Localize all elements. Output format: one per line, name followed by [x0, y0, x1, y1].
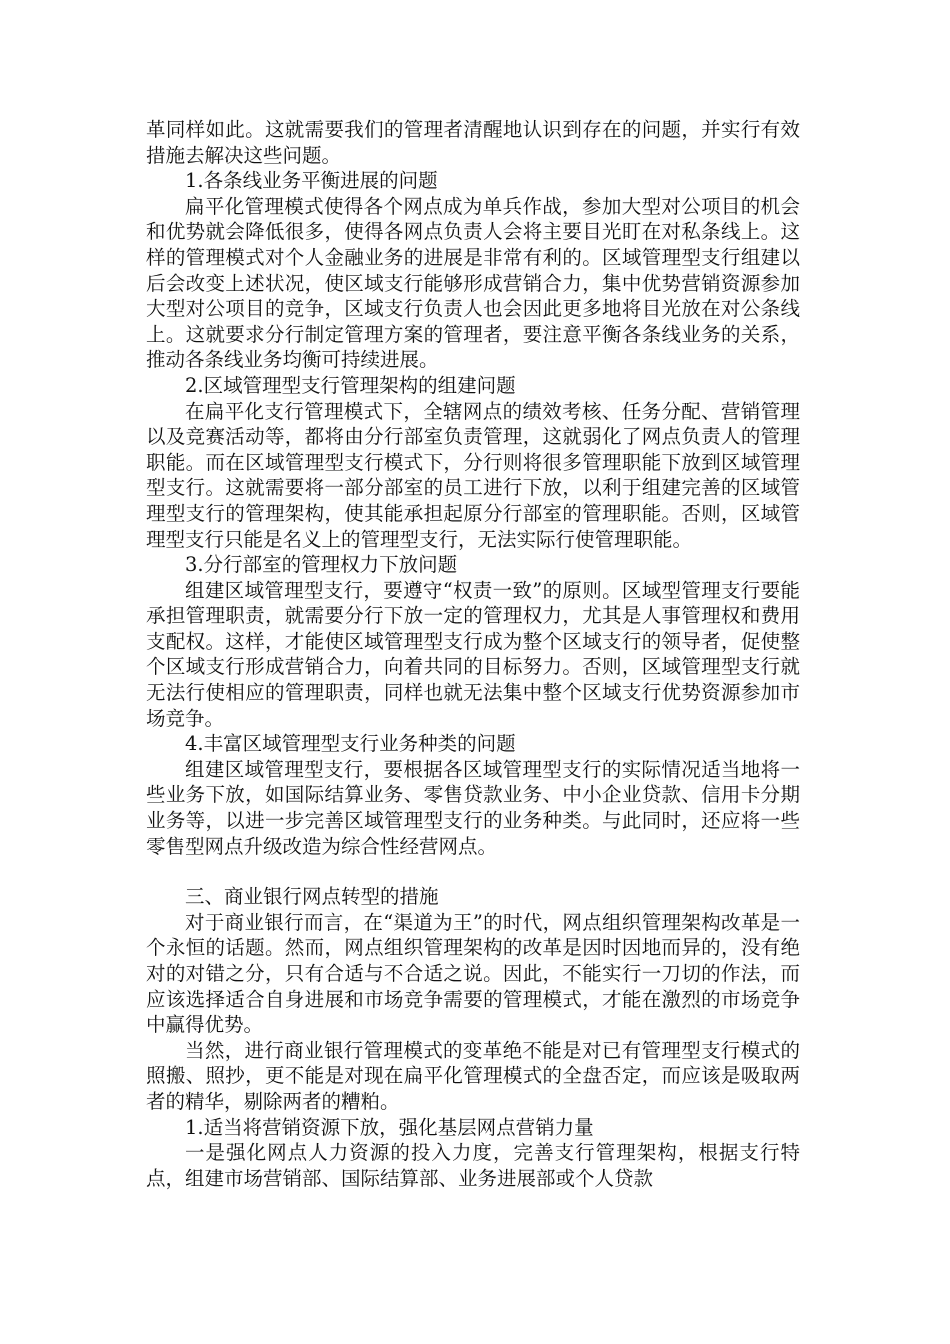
- blank-line: [146, 859, 800, 884]
- paragraph: 组建区域管理型支行，要遵守“权责一致”的原则。区域型管理支行要能承担管理职责，就需要分行下放一定的管理权力，尤其是人事管理权和费用支配权。这样，才能使区域管理型支行成为整个区域支行的领导者，促使整个区域支行形成营销合力，向着共同的目标努力。否则，区域管理型支行就无法行使相应的管理职责，同样也就无法集中整个区域支行优势资源参加市场竞争。: [146, 578, 800, 730]
- section-heading: 1.各条线业务平衡进展的问题: [185, 169, 438, 193]
- paragraph: 一是强化网点人力资源的投入力度，完善支行管理架构，根据支行特点，组建市场营销部、国际结算部、业务进展部或个人贷款: [146, 1141, 800, 1190]
- paragraph: 革同样如此。这就需要我们的管理者清醒地认识到存在的问题，并实行有效措施去解决这些问题。: [146, 118, 800, 167]
- section-heading: 3.分行部室的管理权力下放问题: [185, 553, 458, 577]
- section-heading: 1.适当将营销资源下放，强化基层网点营销力量: [185, 1115, 594, 1139]
- chapter-heading: 三、商业银行网点转型的措施: [185, 885, 439, 909]
- paragraph: 对于商业银行而言，在“渠道为王”的时代，网点组织管理架构改革是一个永恒的话题。然而，网点组织管理架构的改革是因时因地而异的，没有绝对的对错之分，只有合适与不合适之说。因此，不能实行一刀切的作法，而应该选择适合自身进展和市场竞争需要的管理模式，才能在激烈的市场竞争中赢得优势。: [146, 910, 800, 1037]
- section-heading: 2.区域管理型支行管理架构的组建问题: [185, 373, 516, 397]
- paragraph: 当然，进行商业银行管理模式的变革绝不能是对已有管理型支行模式的照搬、照抄，更不能是对现在扁平化管理模式的全盘否定，而应该是吸取两者的精华，剔除两者的糟粕。: [146, 1038, 800, 1113]
- section-heading: 4.丰富区域管理型支行业务种类的问题: [185, 732, 516, 756]
- paragraph: 在扁平化支行管理模式下，全辖网点的绩效考核、任务分配、营销管理以及竞赛活动等，都将由分行部室负责管理，这就弱化了网点负责人的管理职能。而在区域管理型支行模式下，分行则将很多管理职能下放到区域管理型支行。这就需要将一部分部室的员工进行下放，以利于组建完善的区域管理型支行的管理架构，使其能承担起原分行部室的管理职能。否则，区域管理型支行只能是名义上的管理型支行，无法实际行使管理职能。: [146, 399, 800, 551]
- paragraph: 组建区域管理型支行，要根据各区域管理型支行的实际情况适当地将一些业务下放，如国际结算业务、零售贷款业务、中小企业贷款、信用卡分期业务等，以进一步完善区域管理型支行的业务种类。与此同时，还应将一些零售型网点升级改造为综合性经营网点。: [146, 757, 800, 858]
- paragraph: 扁平化管理模式使得各个网点成为单兵作战，参加大型对公项目的机会和优势就会降低很多，使得各网点负责人会将主要目光盯在对私条线上。这样的管理模式对个人金融业务的进展是非常有利的。区域管理型支行组建以后会改变上述状况，使区域支行能够形成营销合力，集中优势营销资源参加大型对公项目的竞争，区域支行负责人也会因此更多地将目光放在对公条线上。这就要求分行制定管理方案的管理者，要注意平衡各条线业务的关系，推动各条线业务均衡可持续进展。: [146, 194, 800, 372]
